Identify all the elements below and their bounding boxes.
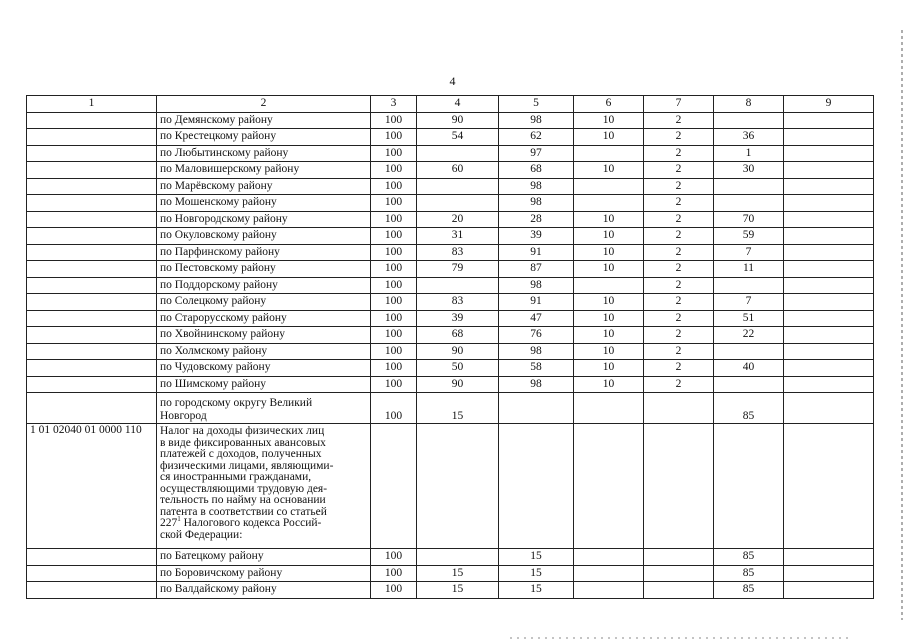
value-cell-c5: 97 [499,145,574,162]
description-line: физическими лицами, являющими- [160,459,334,472]
empty-cell [574,424,644,549]
value-cell-c9 [784,565,874,582]
description-line: осуществляющими трудовую дея- [160,482,328,495]
code-cell [27,195,157,212]
district-name-line: Новгород [160,410,207,422]
value-cell-c3: 100 [371,195,417,212]
header-cell: 9 [784,96,874,113]
value-cell-c5: 76 [499,327,574,344]
header-cell: 5 [499,96,574,113]
district-name-line: по городскому округу Великий [160,397,313,409]
table-row [27,565,874,582]
code-cell [27,261,157,278]
value-cell-c4: 90 [417,376,499,393]
value-cell-c6: 10 [574,294,644,311]
value-cell-c5: 98 [499,343,574,360]
value-cell-c6 [574,393,644,424]
value-cell-c5: 98 [499,178,574,195]
code-cell [27,277,157,294]
value-cell-c4 [417,549,499,566]
district-name-cell: по Солецкому району [157,294,371,311]
value-cell-c3: 100 [371,129,417,146]
description-line: платежей с доходов, полученных [160,448,322,460]
table-row [27,211,874,228]
value-cell-c6 [574,178,644,195]
code-cell [27,310,157,327]
value-cell-c3: 100 [371,549,417,566]
value-cell-c8: 85 [714,393,784,424]
value-cell-c6 [574,195,644,212]
value-cell-c6: 10 [574,360,644,377]
value-cell-c7: 2 [644,261,714,278]
value-cell-c8 [714,343,784,360]
value-cell-c3: 100 [371,294,417,311]
scan-edge-artifact [510,637,850,639]
header-cell: 4 [417,96,499,113]
value-cell-c3: 100 [371,360,417,377]
district-name-cell: по Старорусскому району [157,310,371,327]
value-cell-c9 [784,228,874,245]
value-cell-c5: 58 [499,360,574,377]
value-cell-c8: 30 [714,162,784,179]
value-cell-c5: 98 [499,112,574,129]
value-cell-c4: 15 [417,582,499,599]
value-cell-c9 [784,145,874,162]
table-row [27,261,874,278]
value-cell-c5: 91 [499,294,574,311]
value-cell-c8 [714,112,784,129]
code-cell [27,244,157,261]
code-cell [27,178,157,195]
code-cell [27,228,157,245]
description-line: патента в соответствии со статьей [160,505,327,518]
value-cell-c9 [784,294,874,311]
value-cell-c3: 100 [371,327,417,344]
table-row [27,376,874,393]
value-cell-c9 [784,549,874,566]
district-name-cell: по Шимскому району [157,376,371,393]
empty-cell [714,424,784,549]
value-cell-c8: 51 [714,310,784,327]
value-cell-c3: 100 [371,211,417,228]
district-name-cell: по Мошенскому району [157,195,371,212]
value-cell-c7: 2 [644,195,714,212]
table-row [27,244,874,261]
value-cell-c3: 100 [371,277,417,294]
code-cell [27,343,157,360]
value-cell-c6: 10 [574,376,644,393]
value-cell-c5: 47 [499,310,574,327]
value-cell-c8: 85 [714,549,784,566]
value-cell-c5: 15 [499,565,574,582]
description-line: ской Федерации: [160,528,243,541]
value-cell-c3: 100 [371,343,417,360]
value-cell-c9 [784,343,874,360]
value-cell-c6: 10 [574,327,644,344]
table-row [27,277,874,294]
value-cell-c3: 100 [371,565,417,582]
value-cell-c4: 60 [417,162,499,179]
description-line: в виде фиксированных авансовых [160,436,326,449]
value-cell-c4 [417,195,499,212]
value-cell-c4: 54 [417,129,499,146]
district-name-cell: по Валдайскому району [157,582,371,599]
table-header-row [27,96,874,113]
tax-item-description [157,424,371,549]
value-cell-c6: 10 [574,211,644,228]
value-cell-c3: 100 [371,145,417,162]
value-cell-c7: 2 [644,360,714,377]
code-cell [27,565,157,582]
code-cell [27,376,157,393]
table-row [27,294,874,311]
district-name-cell: по Холмскому району [157,343,371,360]
value-cell-c3: 100 [371,228,417,245]
value-cell-c4: 83 [417,294,499,311]
table-row [27,112,874,129]
value-cell-c9 [784,582,874,599]
value-cell-c7: 2 [644,178,714,195]
value-cell-c6: 10 [574,310,644,327]
table-row [27,228,874,245]
value-cell-c6 [574,565,644,582]
value-cell-c9 [784,393,874,424]
value-cell-c4: 79 [417,261,499,278]
value-cell-c3: 100 [371,582,417,599]
district-name-cell: по Окуловскому району [157,228,371,245]
value-cell-c7: 2 [644,376,714,393]
value-cell-c8 [714,277,784,294]
value-cell-c3: 100 [371,310,417,327]
value-cell-c5: 98 [499,376,574,393]
scan-edge-artifact [901,30,903,620]
article-number: 227 [160,517,178,529]
value-cell-c6: 10 [574,261,644,278]
district-name-cell: по Демянскому району [157,112,371,129]
header-cell: 2 [157,96,371,113]
district-name-cell: по Боровичскому району [157,565,371,582]
table-row [27,582,874,599]
value-cell-c7 [644,393,714,424]
code-cell [27,129,157,146]
value-cell-c9 [784,244,874,261]
value-cell-c8: 70 [714,211,784,228]
value-cell-c3: 100 [371,112,417,129]
value-cell-c3: 100 [371,393,417,424]
value-cell-c9 [784,376,874,393]
table-row [27,343,874,360]
value-cell-c6: 10 [574,343,644,360]
empty-cell [784,424,874,549]
header-cell: 3 [371,96,417,113]
value-cell-c6 [574,277,644,294]
value-cell-c4: 90 [417,112,499,129]
value-cell-c9 [784,112,874,129]
value-cell-c4: 68 [417,327,499,344]
district-name-cell: по Маловишерскому району [157,162,371,179]
value-cell-c8: 11 [714,261,784,278]
district-name-cell: по Чудовскому району [157,360,371,377]
empty-cell [499,424,574,549]
table-row [27,162,874,179]
value-cell-c6 [574,582,644,599]
value-cell-c5 [499,393,574,424]
value-cell-c7: 2 [644,244,714,261]
value-cell-c4: 83 [417,244,499,261]
code-cell [27,327,157,344]
value-cell-c7 [644,582,714,599]
district-name-cell: по Крестецкому району [157,129,371,146]
header-cell: 6 [574,96,644,113]
value-cell-c7: 2 [644,162,714,179]
empty-cell [417,424,499,549]
budget-classification-code: 1 01 02040 01 0000 110 [27,424,157,549]
value-cell-c8: 40 [714,360,784,377]
value-cell-c8: 22 [714,327,784,344]
value-cell-c4: 90 [417,343,499,360]
code-cell [27,294,157,311]
value-cell-c7: 2 [644,294,714,311]
code-cell [27,549,157,566]
value-cell-c8 [714,178,784,195]
value-cell-c9 [784,261,874,278]
district-name-cell: по Новгородскому району [157,211,371,228]
value-cell-c8: 85 [714,565,784,582]
header-cell: 7 [644,96,714,113]
value-cell-c9 [784,178,874,195]
table-row [27,310,874,327]
value-cell-c6: 10 [574,244,644,261]
code-cell [27,145,157,162]
value-cell-c6 [574,549,644,566]
district-name-cell: по Батецкому району [157,549,371,566]
header-cell: 1 [27,96,157,113]
description-line: ся иностранными гражданами, [160,471,312,483]
value-cell-c6: 10 [574,129,644,146]
value-cell-c5: 15 [499,549,574,566]
table-row [27,178,874,195]
value-cell-c7: 2 [644,343,714,360]
tax-item-row [27,424,874,549]
value-cell-c9 [784,129,874,146]
district-name-cell: по Парфинскому району [157,244,371,261]
value-cell-c7: 2 [644,228,714,245]
value-cell-c7 [644,565,714,582]
table-row [27,327,874,344]
value-cell-c7: 2 [644,211,714,228]
code-cell [27,393,157,424]
value-cell-c4: 50 [417,360,499,377]
value-cell-c6: 10 [574,112,644,129]
value-cell-c5: 15 [499,582,574,599]
value-cell-c4: 39 [417,310,499,327]
value-cell-c8: 36 [714,129,784,146]
header-cell: 8 [714,96,784,113]
district-name-cell: по Марёвскому району [157,178,371,195]
district-name-cell: по Любытинскому району [157,145,371,162]
value-cell-c9 [784,310,874,327]
code-cell [27,211,157,228]
district-name-cell: по Пестовскому району [157,261,371,278]
value-cell-c5: 62 [499,129,574,146]
code-cell [27,582,157,599]
value-cell-c4: 20 [417,211,499,228]
value-cell-c4: 15 [417,565,499,582]
page-number: 4 [449,74,456,88]
value-cell-c8 [714,195,784,212]
value-cell-c9 [784,211,874,228]
value-cell-c7: 2 [644,112,714,129]
value-cell-c7: 2 [644,310,714,327]
table-row [27,549,874,566]
value-cell-c3: 100 [371,261,417,278]
value-cell-c3: 100 [371,376,417,393]
value-cell-c5: 68 [499,162,574,179]
value-cell-c9 [784,360,874,377]
value-cell-c7: 2 [644,277,714,294]
value-cell-c9 [784,327,874,344]
description-line [160,515,367,530]
table-row [27,145,874,162]
empty-cell [371,424,417,549]
table-row [27,393,874,424]
value-cell-c5: 98 [499,277,574,294]
district-name-cell: по Поддорскому району [157,277,371,294]
value-cell-c6: 10 [574,162,644,179]
value-cell-c3: 100 [371,178,417,195]
value-cell-c4: 15 [417,393,499,424]
value-cell-c8: 1 [714,145,784,162]
value-cell-c6: 10 [574,228,644,245]
value-cell-c9 [784,277,874,294]
value-cell-c4 [417,178,499,195]
description-line: Налог на доходы физических лиц [160,425,325,437]
value-cell-c8: 7 [714,244,784,261]
value-cell-c4: 31 [417,228,499,245]
value-cell-c5: 87 [499,261,574,278]
code-cell [27,162,157,179]
value-cell-c8: 85 [714,582,784,599]
value-cell-c9 [784,195,874,212]
value-cell-c5: 98 [499,195,574,212]
value-cell-c5: 91 [499,244,574,261]
description-line: тельность по найму на основании [160,494,326,506]
value-cell-c3: 100 [371,244,417,261]
value-cell-c3: 100 [371,162,417,179]
code-cell [27,360,157,377]
value-cell-c7: 2 [644,145,714,162]
value-cell-c8: 59 [714,228,784,245]
table-row [27,360,874,377]
value-cell-c7 [644,549,714,566]
code-cell [27,112,157,129]
value-cell-c5: 28 [499,211,574,228]
table-row [27,129,874,146]
value-cell-c9 [784,162,874,179]
table-row [27,195,874,212]
value-cell-c8 [714,376,784,393]
value-cell-c4 [417,277,499,294]
value-cell-c4 [417,145,499,162]
empty-cell [644,424,714,549]
district-name-cell [157,393,371,424]
value-cell-c8: 7 [714,294,784,311]
value-cell-c5: 39 [499,228,574,245]
value-cell-c7: 2 [644,129,714,146]
value-cell-c7: 2 [644,327,714,344]
revenue-distribution-table [26,95,874,599]
description-text: Налогового кодекса Россий- [180,517,322,529]
value-cell-c6 [574,145,644,162]
district-name-cell: по Хвойнинскому району [157,327,371,344]
article-superscript: 1 [177,515,181,524]
